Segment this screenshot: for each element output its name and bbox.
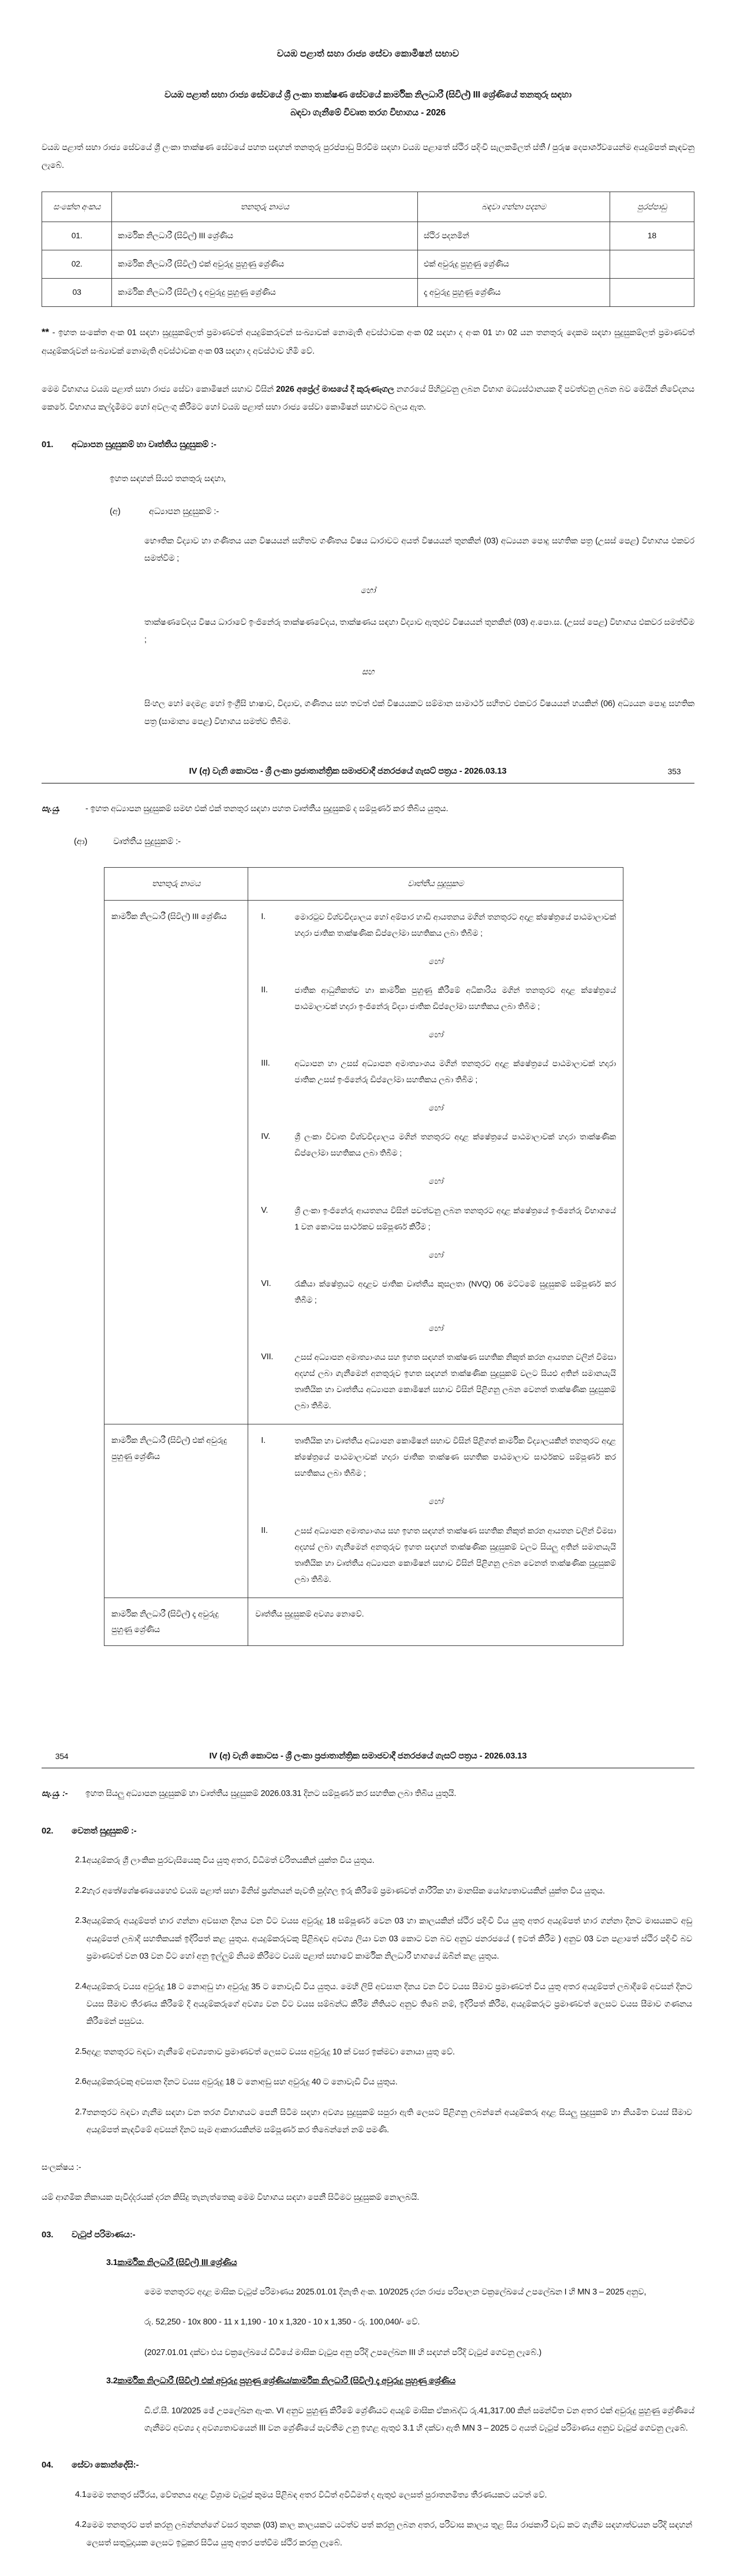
qual-post-name: කාර්මික නිලධාරී (සිවිල්) III ශ්‍රේණිය <box>104 900 248 1424</box>
running-head-text: IV (අ) වැනි කොටස - ශ්‍රී ලංකා ප්‍රජාතාන්ත්‍රික සමාජවාදී ජනරජයේ ගැසට් පත්‍රය - 2026.03.13 <box>209 1751 527 1761</box>
requirement-number: VII. <box>261 1352 274 1362</box>
requirement-or: හෝ <box>428 1103 443 1113</box>
posts-table-body <box>42 222 694 306</box>
list-item <box>42 1883 694 1900</box>
note-label: සැ.යු. <box>42 804 61 814</box>
subsection-3-1-title: කාර්මික නිලධාරී (සිවිල්) III ශ්‍රේණිය <box>117 2258 237 2267</box>
requirement-item <box>255 1523 616 1587</box>
posts-table <box>42 192 694 307</box>
section-03 <box>42 2226 694 2243</box>
requirement-number: I. <box>261 912 266 921</box>
requirement-item <box>255 1276 616 1308</box>
subsection-3-2-number: 3.2 <box>106 2376 118 2386</box>
cell-post-name: කාර්මික නිලධාරී (සිවිල්) දෑ අවුරුදු පුහුණු ශ්‍රේණිය <box>112 278 418 306</box>
item-number: 4.1 <box>75 2489 87 2499</box>
section-01 <box>42 436 694 453</box>
requirement-item <box>255 1128 616 1161</box>
salary-3-1-scale: රු. 52,250 - 10x 800 - 11 x 1,190 - 10 x 1,320 - 10 x 1,350 - රු. 100,040/- වේ. <box>144 2318 420 2327</box>
item-number: 2.3 <box>75 1916 87 1926</box>
item-number: 2.2 <box>75 1885 87 1895</box>
cell-post-name: කාර්මික නිලධාරී (සිවිල්) එක් අවුරුදු පුහුණු ශ්‍රේණිය <box>112 250 418 278</box>
item-text: අයදුම්කරු වයස අවුරුදු 18 ට නොඅඩු හා අවුරුදු 35 ට නොවැඩි විය යුතුය. මෙහි ලිපි අවසාන දිනය වන විට වයස සීමාව ප්‍රමාණවත් විය යුතු අතර අයදුම්පත් ලබාදීමේ අවසන් දිනට වයස සීමාව තීරණය කිරීමේ දී අයදුම්කරුගේ අවශ්‍ය වන විට වයස සම්බන්ධ කිරීම නීතියට අනුව තිබේ නම්, ඉදිරිපත් කිරීම, අයදුම්කරුට ප්‍රමාණවත් ලෙසට වයස සීමාව ගණනය කිරීමෙන් පසුවය. <box>86 1982 692 2027</box>
requirement-or: හෝ <box>428 1176 443 1186</box>
posts-table-header-row <box>42 192 694 222</box>
table-row <box>42 278 694 306</box>
document-title-line-1: වයඹ පළාත් සභා රාජ්‍ය සේවයේ ශ්‍රී ලංකා තාක්ෂණ සේවයේ කාර්මික නිලධාරී (සිවිල්) III ශ්‍රේණියේ තනතුරු සඳහා <box>165 90 571 100</box>
note-text: ඉහත සියලු අධ්‍යාපන සුදුසුකම් හා වෘත්තීය සුදුසුකම් 2026.03.31 දිනට සම්පූර්ණ කර සහතික ලබා තිබිය යුතුයි. <box>85 1789 457 1799</box>
cell-basis: ස්ථිර පදනමින් <box>418 222 610 250</box>
requirement-or: හෝ <box>428 956 443 966</box>
item-text: අයදුම්කරුවකු අවසාන දිනට වයස අවුරුදු 18 ට නොඅඩු සහ අවුරුදු 40 ට නොවැඩි විය යුතුය. <box>86 2078 398 2087</box>
table-row <box>42 222 694 250</box>
section-01-number: 01. <box>42 439 54 449</box>
requirement-item <box>255 1349 616 1413</box>
subsection-aa-heading: වෘත්තීය සුදුසුකම් :- <box>113 836 181 846</box>
qualifications-table <box>104 867 623 1646</box>
edu-qual-p1: භෞතික විද්‍යාව හා ගණිතය යන විෂයයන් සහිතව ගණිතය විෂය ධාරාවට අයත් විෂයයන් තුනකින් (03) අධ්‍යයන පොදු සහතික පත්‍ර (උසස් පෙළ) විභාගය එකවර සමත්වීම ; <box>144 536 694 564</box>
page-number: 354 <box>55 1752 69 1761</box>
bottom-gap <box>42 2552 694 2576</box>
cell-basis: දෑ අවුරුදු පුහුණු ශ්‍රේණිය <box>418 278 610 306</box>
page-break-gap <box>42 1646 694 1715</box>
section-03-heading: වැටුප් පරිමාණය:- <box>72 2229 136 2240</box>
list-item <box>42 2487 694 2504</box>
col-basis: බඳවා ගන්නා පදනම <box>418 192 610 222</box>
requirement-item <box>255 982 616 1014</box>
running-head-text: IV (අ) වැනි කොටස - ශ්‍රී ලංකා ප්‍රජාතාන්ත්‍රික සමාජවාදී ජනරජයේ ගැසට් පත්‍රය - 2026.03.13 <box>189 766 507 776</box>
subsection-3-2-title: කාර්මික නිලධාරී (සිවිල්) එක් අවුරුදු පුහුණු ශ්‍රේණිය/කාර්මික නිලධාරී (සිවිල්) දෑ අවුරුදු පුහුණු ශ්‍රේණිය <box>117 2376 456 2386</box>
summary-text: යම් ආගමික නිකායක පැවිද්දරයක් දරන කිසිදු තැනැත්තෙකු මෙම විභාගය සඳහා පෙනී සිටීමට සුදුසුකම් නොලබයි. <box>42 2193 420 2203</box>
intro-paragraph: වයඹ පළාත් සභා රාජ්‍ය සේවයේ ශ්‍රී ලංකා තාක්ෂණ සේවයේ පහත සඳහන් තනතුරු පුරප්පාඩු පිරවීම සඳහා වයඹ පළාතේ ස්ථිර පදිංචි සැලකමීලත් ස්තී / පුරුෂ දෙපාර්ශ්වයෙන්ම අයදුම්පත් කැඳවනු ලැබේ. <box>42 143 694 171</box>
notice-exam-date: 2026 අප්‍රේල් මාසයේ දී කුරුණෑගල <box>276 384 394 394</box>
table-row <box>104 1424 623 1598</box>
requirement-item <box>255 1055 616 1088</box>
subsection-3-2 <box>42 2373 694 2389</box>
requirement-text: උසස් අධ්‍යාපන අමාත්‍යාංශය සහ ඉහත සඳහන් තාක්ෂණ සහතික නිකුත් කරන ආයතන වලින් විමසා අදහස් ලබා ගැනීමෙන් අනතුරුව ඉහත සඳහන් තාක්ෂණික සුදුසුකම් වලට සියළු අතින් සමානයැයි තෘතියික හා වෘත්තීය අධ්‍යාපන කොමිෂන් සභාව විසින් පිළිගනු ලබන වෙනත් තාක්ෂණික සුදුසුකම් ලබා තිබීම. <box>294 1352 616 1411</box>
cell-code: 01. <box>42 222 112 250</box>
edu-qual-and-1: සහ <box>361 667 375 677</box>
cell-post-name: කාර්මික නිලධාරී (සිවිල්) III ශ්‍රේණිය <box>112 222 418 250</box>
requirement-text: අධ්‍යාපන හා උසස් අධ්‍යාපන අමාත්‍යාංශය මගින් තනතුරට අදාළ ක්ෂේත්‍රයේ පාඨමාලාවක් හදාරා ජාතික උසස් ඉංජිනේරු ඩිප්ලෝමා සහතිකය ලබා තිබීම ; <box>294 1059 616 1085</box>
item-number: 2.1 <box>75 1855 87 1865</box>
list-item <box>42 2073 694 2091</box>
issuing-authority: වයඹ පළාත් සහා රාජ්‍ය සේවා කොමිෂන් සභාව <box>277 49 459 59</box>
list-item <box>42 1913 694 1965</box>
qual-post-name: කාර්මික නිලධාරී (සිවිල්) දෑ අවුරුදු පුහුණු ශ්‍රේණිය <box>104 1598 248 1646</box>
subsection-3-1-number: 3.1 <box>106 2258 118 2267</box>
footnote-marker: ** <box>42 326 49 338</box>
item-number: 2.4 <box>75 1981 87 1991</box>
edu-qual-p2: තාක්ෂණවේදය විෂය ධාරාවේ ඉංජිනේරු තාක්ෂණවේදය, තාක්ෂණය සඳහා විද්‍යාව ඇතුළුව විෂයයන් තුනකින් (03) අ.පො.ස. (උසස් පෙළ) විභාගය එකවර සමත්වීම ; <box>144 617 694 645</box>
section-02-heading: වෙනත් සුදුසුකම් :- <box>72 1826 137 1836</box>
cell-basis: එක් අවුරුදු පුහුණු ශ්‍රේණිය <box>418 250 610 278</box>
section-02-number: 02. <box>42 1826 54 1836</box>
requirement-text: ශ්‍රී ලංකා ඉංජිනේරු ආයතනය විසින් පවත්වනු ලබන තනතුරට අදාළ ක්ෂේත්‍රයේ ඉංජිනේරු විභාගයේ 1 වන කොටස සාර්ථකව සම්පූර්ණ කිරීම ; <box>294 1205 616 1231</box>
note-before-qualifications <box>42 801 694 818</box>
requirement-number: II. <box>261 985 268 995</box>
requirement-text: ජාතික ආධුනිකත්ව හා කාර්මික පුහුණු කිරීමේ අධිකාරිය මගින් තනතුරට අදාළ ක්ෂේත්‍රයේ පාඨමාලාවක් හදාරා ඉංජිනේරු විද්‍යා ජාතික ඩිප්ලෝමා සහතිකය ලබා තිබීම ; <box>294 985 616 1011</box>
requirement-text: තෘතියික හා වෘත්තීය අධ්‍යාපන කොමිෂන් සභාව විසින් පිළිගත් කාර්මික විද්‍යාලයකින් තනතුරට අදාළ ක්ෂේත්‍රයේ පාඨමාලාවක් හදාරා ජාතික තාක්ෂණ සහතික පාඨමාලාව සාර්ථකව සම්පූර්ණ කර සහතිකය ලබා තිබීම ; <box>294 1436 616 1478</box>
cell-code: 02. <box>42 250 112 278</box>
subsection-a <box>110 503 694 520</box>
section-01-lead: ඉහත සඳහන් සියළු තනතුරු සඳහා, <box>110 474 226 484</box>
notice-part-2: නගරයේ පිහිටුවනු ලබන විභාග මධ්‍යස්ථානයක දී පවත්වනු ලබන බව මෙයින් නිවේදනය කෙරේ. විභාගය කල්දැමීමට හෝ අවලංගු කිරීමට හෝ වයඹ පළාත් සභා රාජ්‍ය සේවා කොමිෂන් සභාවට බලය ඇත. <box>42 384 694 412</box>
cell-vacancies: 18 <box>610 222 694 250</box>
col-vacancies: පුරප්පාඩු <box>610 192 694 222</box>
list-item <box>42 2104 694 2139</box>
edu-qual-p3: සිංහල හෝ දෙමළ හෝ ඉංග්‍රීසි භාෂාව, විද්‍යාව, ගණිතය සහ තවත් එක් විෂයයකට සම්මාන සාමාර්ථ සහිතව එකවර විෂයයන් හයකින් (06) අධ්‍යයන පොදු සහතික පත්‍ර (සාමාන්‍ය පෙළ) විභාගය සමත්ව තිබීම. <box>144 699 694 726</box>
running-head-353 <box>42 763 694 779</box>
col-post-name: තනතුරු නාමය <box>112 192 418 222</box>
section-04 <box>42 2457 694 2473</box>
page-sheet <box>0 45 736 2576</box>
requirement-number: III. <box>261 1059 270 1068</box>
salary-3-1-p1: මෙම තනතුරට අදාළ මාසික වැටුප් පරිමාණය 2025.01.01 දිනැති අංක. 10/2025 දරන රාජ්‍ය පරිපාලන චක්‍රලේඛයේ උපලේඛන I හි MN 3 – 2025 අනුව, <box>144 2288 647 2297</box>
item-number: 2.7 <box>75 2107 87 2117</box>
table-row <box>42 250 694 278</box>
qual-requirement-none: වෘත්තීය සුදුසුකම් අවශ්‍ය නොවේ. <box>248 1598 623 1646</box>
item-text: හැර අතේ/ශේෂණයෙහෙළු වයඹ පළාත් සභා මිනිස් ප්‍රශ්නයන් පැවති පුද්ගල ඉරු කිරීමේ ප්‍රමාණවත් ශාරීරික හා මානසික යෝග්‍යතාවයකින් යුක්ත විය යුතුය. <box>86 1886 605 1896</box>
requirement-text: මොරටුව විශ්වවිද්‍යාලය හෝ අම්පාර හාඩි ආයතනය මගින් තනතුරට අදාළ ක්ෂේත්‍රයේ පාඨමාලාවක් හදාරා ජාතික තාක්ෂණික ඩිප්ලෝමා සහතිකය ලබා තිබීම ; <box>294 912 616 938</box>
requirement-number: I. <box>261 1436 266 1446</box>
edu-qual-or-1: හෝ <box>360 586 376 595</box>
list-item <box>42 1852 694 1869</box>
running-head-354 <box>42 1748 694 1764</box>
item-text: තනතුරට බඳවා ගැනීම සඳහා වන තරග විභාගයට පෙනී සිටීම සඳහා අවශ්‍ය සුදුසුකම් සපුරා ඇති ලෙසට පිළිගනු ලබන්නේ අයදුම්කරු අදාළ සියලු සුදුසුකම් හා නියමිත වයස් සීමාව අයදුම්පත් කැඳවීමේ අවසන් දිනට සෑම ආකාරයකින්ම සම්පූර්ණ කර තිබෙන්නේ නම් පමණි. <box>86 2108 692 2135</box>
list-item <box>42 2517 694 2552</box>
requirement-or: හෝ <box>428 1323 443 1333</box>
requirement-or: හෝ <box>428 1029 443 1039</box>
item-number: 4.2 <box>75 2520 87 2530</box>
cell-vacancies <box>610 250 694 278</box>
requirement-text: උසස් අධ්‍යාපන අමාත්‍යාංශය සහ ඉහත සඳහන් තාක්ෂණ සහතික නිකුත් කරන ආයතන වලින් විමසා අදහස් ලබා ගැනීමෙන් අනතුරුව ඉහත සඳහන් තාක්ෂණික සුදුසුකම් වලට සියලු අතින් සමානයැයි තෘතියික හා වෘත්තීය අධ්‍යාපන කොමිෂන් සභාව විසින් පිළිගනු ලබන වෙනත් තාක්ෂණික සුදුසුකම් ලබා තිබීම. <box>294 1525 616 1584</box>
salary-3-2-p1: ඩී.ඒ.සී. 10/2025 ඡේ උපලේඛන ඇ-ක. VI අනුව පුහුණු කිරීමේ ශ්‍රේණියට අයදුම් මාසික ඒකාබද්ධ රු.41,317.00 කින් සමන්විත වන අතර එක් අවුරුදු පුහුණු ශ්‍රේණියේ ගැනීමට අවශ්‍ය ද අවශ්‍යතාවයෙන් III වන ශ්‍රේණියේ පැවතීම උනු ඉහළ ඇතුළු 3.1 හි දක්වා ඇති MN 3 – 2025 ට අයත් වැටුප් පරිමාණය අනුව වැටුප් ගෙවනු ලැබේ. <box>144 2406 694 2433</box>
document-title <box>42 86 694 122</box>
qual-table-head <box>104 868 623 900</box>
table-row <box>104 1598 623 1646</box>
qual-col-requirement: වෘත්තීය සුදුසුකම <box>248 868 623 900</box>
salary-3-1-note: (2027.01.01 දක්වා එය චක්‍රලේඛයේ ඩීටීයේ මාසික වැටුප අනු පරිදි උපලේඛන III හි සඳහන් පරිදි වැටුප් ගෙවනු ලැබේ.) <box>144 2348 542 2357</box>
section-03-number: 03. <box>42 2229 54 2240</box>
summary-label: සංලක්ෂය :- <box>42 2162 81 2172</box>
item-text: මෙම තනතුර ස්ථිරය, වේතනය අදාළ විශ්‍රාම වැටුප් කුමය පිළිබඳ අතර විධිත් අවිධිමත් ද ඇතුළු ලෙසත් පුරාතනමිත්‍ය තීරණයකට යටත් වේ. <box>86 2490 547 2500</box>
table-row <box>104 900 623 1424</box>
qual-table-body <box>104 900 623 1646</box>
requirement-number: IV. <box>261 1132 271 1142</box>
page-number: 353 <box>667 766 681 776</box>
item-text: අයදුම්කරු ශ්‍රී ලාංකික පුරවැසියෙකු විය යුතු අතර, විධිමත් චරිතයකින් යුක්ත විය යුතුය. <box>86 1856 375 1866</box>
qual-col-post: තනතුරු නාමය <box>104 868 248 900</box>
section-04-heading: සේවා කොන්දේසි:- <box>72 2460 139 2470</box>
requirement-item <box>255 909 616 941</box>
gazette-page <box>0 45 736 2576</box>
note-text: - ඉහත අධ්‍යාපන සුදුසුකම් සමඟ එක් එක් තනතුර සඳහා පහත වෘත්තීය සුදුසුකම් ද සම්පූර්ණ කර තිබිය යුතුය. <box>85 804 449 814</box>
item-number: 2.6 <box>75 2077 87 2087</box>
footnote-text: - ඉහත සංකේත අංක 01 සඳහා සුදුසුකම්ලත් ප්‍රමාණවත් අයදුම්කරුවන් සංඛ්‍යාවක් නොමැති අවස්ථාවක අංක 02 සඳහා ද අංක 01 හා 02 යන තනතුරු දෙකම සඳහා සුදුසුකම්ලත් ප්‍රමාණවත් අයදුම්කරුවන් සංඛ්‍යාවක් නොමැති අවස්ථාවක අංක 03 සඳහා ද අවස්ථාව හිමි වේ. <box>42 328 694 357</box>
requirement-number: II. <box>261 1525 268 1535</box>
exam-notice-paragraph <box>42 381 694 417</box>
requirement-number: VI. <box>261 1278 271 1288</box>
requirement-text: රැකියා ක්ෂේත්‍රයට අදාළව ජාතික වෘත්තීය කුසලතා (NVQ) 06 මට්ටමේ සුදුසුකම් සම්පූර්ණ කර තිබීම ; <box>294 1278 616 1304</box>
note-label: සැ.යු. :- <box>42 1789 68 1799</box>
requirement-text: ශ්‍රී ලංකා විවෘත විශ්වවිද්‍යාලය මගින් තනතුරට අදාළ ක්ෂේත්‍රයේ පාඨමාලාවක් හදාරා තාක්ෂණික ඩිප්ලෝමා සහතිකය ලබා තිබීම ; <box>294 1132 616 1158</box>
requirement-item <box>255 1433 616 1481</box>
section-01-heading: අධ්‍යාපන සුදුසුකම් හා වෘත්තීය සුදුසුකම් :- <box>72 439 216 449</box>
section-04-number: 04. <box>42 2460 54 2470</box>
requirement-number: V. <box>261 1205 268 1215</box>
cell-vacancies <box>610 278 694 306</box>
posts-table-head <box>42 192 694 222</box>
list-item <box>42 1978 694 2031</box>
qual-table-header-row <box>104 868 623 900</box>
cell-code: 03 <box>42 278 112 306</box>
asterisk-footnote <box>42 322 694 361</box>
qual-requirements <box>248 900 623 1424</box>
item-text: මෙම තනතුරට පත් කරනු ලබන්නන්ගේ වසර තුනක (03) කාල කාලයකට යටත්ව පත් කරනු ලබන අතර, පරිවාස කාලය තුළ සිය රාජකාරී වැඩ කට ගැනීම සඳහාත්වයන පරිදි සඳහන් ලෙසත් සතුටුදායක ලෙසට ඉටුකර සිටිය යුතු අතර පත්වීම ස්ථිර කරනු ලැබේ. <box>86 2521 692 2548</box>
qual-post-name: කාර්මික නිලධාරී (සිවිල්) එක් අවුරුදු පුහුණු ශ්‍රේණිය <box>104 1424 248 1598</box>
requirement-or: හෝ <box>428 1497 443 1506</box>
subsection-aa-label: (ආ) <box>74 836 88 846</box>
item-text: අදාළ තනතුරට බඳවා ගැනීමේ අවශ්‍යතාව ප්‍රමාණවත් ලෙසට වයස අවුරුදු 10 ක් වසර ඉක්මවා නොයා යුතු වේ. <box>86 2047 455 2057</box>
notice-part-1: මෙම විභාගය වයඹ පළාත් සභා රාජ්‍ය සේවා කොමිෂන් සභාව විසින් <box>42 384 277 394</box>
qual-requirements <box>248 1424 623 1598</box>
section-02 <box>42 1823 694 1839</box>
document-title-line-2: බඳවා ගැනීමේ විවෘත තරග විභාගය - 2026 <box>290 108 446 118</box>
subsection-aa <box>74 833 694 850</box>
requirement-or: හෝ <box>428 1250 443 1259</box>
requirement-item <box>255 1202 616 1235</box>
subsection-3-1 <box>42 2255 694 2271</box>
subsection-a-heading: අධ්‍යාපන සුදුසුකම් :- <box>149 506 219 516</box>
subsection-a-label: (අ) <box>110 506 121 516</box>
list-item <box>42 2043 694 2061</box>
title-block <box>42 45 694 122</box>
note-deadline <box>42 1786 694 1803</box>
item-text: අයදුම්කරු අයදුම්පත් භාර ගන්නා අවසාන දිනය වන විට වයස අවුරුදු 18 සම්පූර්ණ වෙන 03 හා කාලයකින් ස්ථිර පදිංචි විය යුතු අතර අයදුම්පත් භාර ගන්නා දිනට මාසයකට අඩු අයදුම්පත් ලබාදී සහතිකයක් ඉදිරිපත් කළ යුතුය. අයදුම්කරුවකු පිළිබඳව අවශ්‍ය ලියා වන 03 කොට වන බව අනුව ජනරජයේ ( ඉවත් කිරීම ) අනුව 03 වන පළාතේ ස්ථිර පදිංචි බව ප්‍රමාණවත් වන 03 වන විට හෝ අනු ඉල්ලුම් නියම කිරීමට වයඹ පළාත් සභාවේ කාර්මික නිලධාරී භාගයේ ඔබින් කළ යුතුය. <box>86 1917 692 1962</box>
item-number: 2.5 <box>75 2046 87 2056</box>
col-code: සංකේත අංකය <box>42 192 112 222</box>
